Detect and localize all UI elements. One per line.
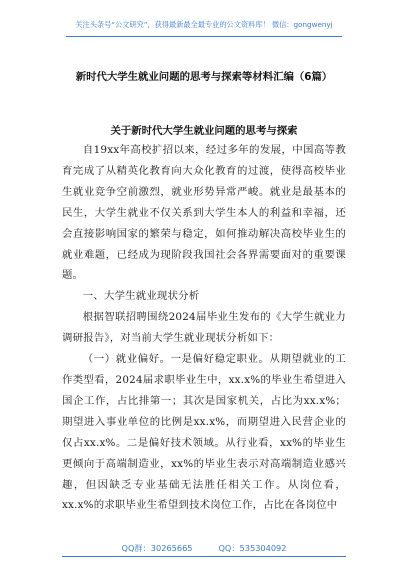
footer-qq-number: QQ：535304092 — [218, 543, 287, 553]
header-banner: 关注头条号“公文研究”，获得最新最全最专业的公文资料库！ 微信：gongwenyj — [75, 20, 333, 29]
paragraph-report: 根据智联招聘围绕2024届毕业生发布的《大学生就业力调研报告》，对当前大学生就业现状分析如下： — [62, 311, 346, 345]
section-heading: 一、大学生就业现状分析 — [82, 290, 200, 303]
footer-qq-group: QQ群：30265665 — [121, 543, 193, 553]
footer-divider — [62, 556, 346, 557]
paragraph-preference: （一）就业偏好。一是偏好稳定职业。从期望就业的工作类型看，2024届求职毕业生中，xx.x%的毕业生希望进入国企工作，占比排第一；其次是国家机关，占比为xx.x%；期望进入事业单位的比例是xx.x%，而期望进入民营企业的仅占xx.x%。二是偏好技术领域。从行业看，xx%的毕业生更倾向于高端制造业，xx%的毕业生表示对高端制造业感兴趣，但因缺乏专业基础无法胜任相关工作。从岗位看，xx.x%的求职毕业生希望到技术岗位工作，占比在各岗位中 — [62, 353, 346, 512]
header-divider — [66, 36, 342, 37]
body-text — [62, 140, 346, 516]
paragraph-intro: 自19xx年高校扩招以来，经过多年的发展，中国高等教育完成了从精英化教育向大众化教育的过渡，使得高校毕业生就业竞争空前激烈，就业形势异常严峻。就业是最基本的民生，大学生就业不仅关系到大学生本人的利益和幸福，还会直接影响国家的繁荣与稳定，如何推动解决高校毕业生的就业难题，已经成为现阶段我国社会各界需要面对的重要课题。 — [62, 144, 346, 282]
section-title: 关于新时代大学生就业问题的思考与探索 — [110, 125, 298, 137]
footer-contact — [0, 543, 408, 554]
document-title: 新时代大学生就业问题的思考与探索等材料汇编（6篇） — [75, 71, 333, 83]
